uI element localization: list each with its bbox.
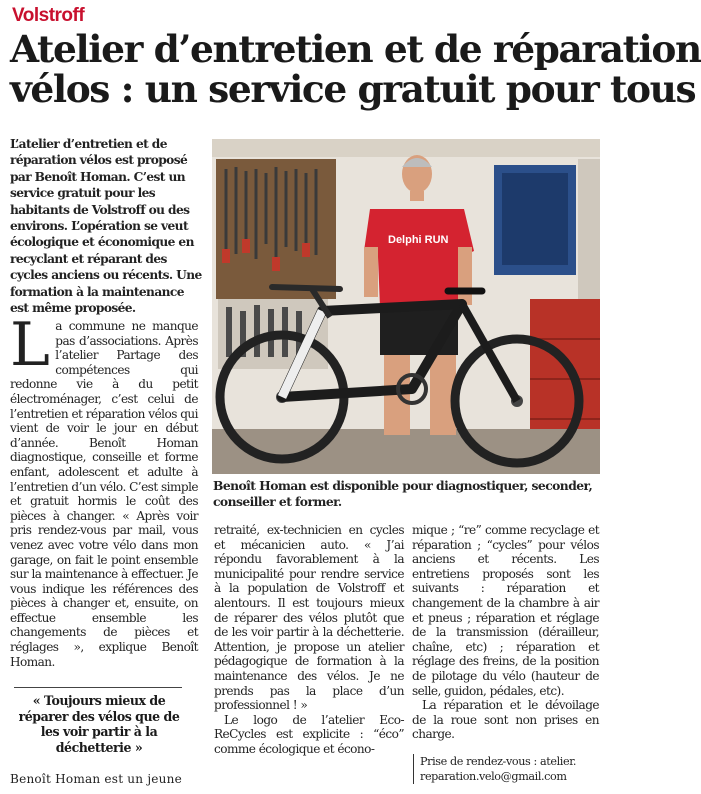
headline-line-2: vélos : un service gratuit pour tous bbox=[10, 67, 696, 111]
contact-email: reparation.velo@gmail.com bbox=[420, 770, 567, 783]
section-rubric: Volstroff bbox=[12, 5, 85, 26]
pull-quote: « Toujours mieux de réparer des vélos que de les voir partir à la déchetterie » bbox=[18, 693, 180, 755]
article-column-1 bbox=[10, 310, 198, 669]
column-2-paragraph-1: retraité, ex-technicien en cycles et mécanicien auto. « J’ai répondu favorablement à la municipalité pour rendre service à la population de Volstroff et alentours. Il est toujours mieux de réparer des vélos plutôt que de les voir partir à la déchetterie. Attention, je propose un atelier pédagogique de formation à la maintenance des vélos. Je ne prends pas la place d’un professionnel ! » bbox=[214, 523, 404, 713]
drop-cap: L bbox=[10, 310, 50, 380]
column-1-text: a commune ne manque pas d’associations. Après l’atelier Partage des compétences qui redonne vie à du petit électroménager, c’est celui de l’entretien et réparation vélos qui vient de voir le jour en début d’année. Benoît Homan diagnostique, conseille et forme enfant, adolescent et adulte à l’entretien d’un vélo. C’est simple et gratuit hormis le coût des pièces à changer. « Après voir pris rendez-vous par mail, vous venez avec votre vélo dans mon garage, on fait le point ensemble sur la maintenance à effectuer. Je vous indique les références des pièces à changer et, ensuite, on effectue ensemble les changements de pièces et réglages », explique Benoît Homan. bbox=[10, 319, 198, 669]
article-headline bbox=[10, 27, 701, 111]
column-3-paragraph-2: La réparation et le dévoilage de la roue sont non prises en charge. bbox=[412, 698, 599, 742]
quote-divider bbox=[14, 687, 182, 688]
shirt-print: Delphi RUN bbox=[388, 234, 449, 246]
article-column-2 bbox=[214, 523, 404, 757]
column-1-continuation: Benoît Homan est un jeune bbox=[10, 772, 182, 786]
contact-line-1: Prise de rendez-vous : atelier. bbox=[420, 755, 577, 768]
column-3-paragraph-1: mique ; “re” comme recyclage et réparation ; “cycles” pour vélos anciens et récents. Les entretiens proposés sont les suivants : réparation et changement de la chambre à air et pneus ; réparation et réglage de la transmission (dérailleur, chaîne, etc) ; réparation et réglage des freins, de la position de pilotage du vélo (hauteur de selle, guidon, pédales, etc). bbox=[412, 523, 599, 698]
headline-line-1: Atelier d’entretien et de réparation bbox=[10, 27, 701, 71]
workshop-photo-illustration bbox=[212, 139, 600, 474]
article-column-3 bbox=[412, 523, 599, 742]
contact-box bbox=[413, 754, 606, 784]
article-lead: L’atelier d’entretien et de réparation vélos est proposé par Benoît Homan. C’est un service gratuit pour les habitants de Volstroff ou des environs. L’opération se veut écologique et économique en recyclant et réparant des cycles anciens ou récents. Une formation à la maintenance est même proposée. bbox=[10, 137, 202, 316]
article-photo bbox=[212, 139, 600, 474]
photo-caption: Benoît Homan est disponible pour diagnostiquer, seconder, conseiller et former. bbox=[213, 478, 593, 509]
column-2-paragraph-2: Le logo de l’atelier Eco-ReCycles est explicite : “éco” comme écologique et écono- bbox=[214, 712, 404, 756]
